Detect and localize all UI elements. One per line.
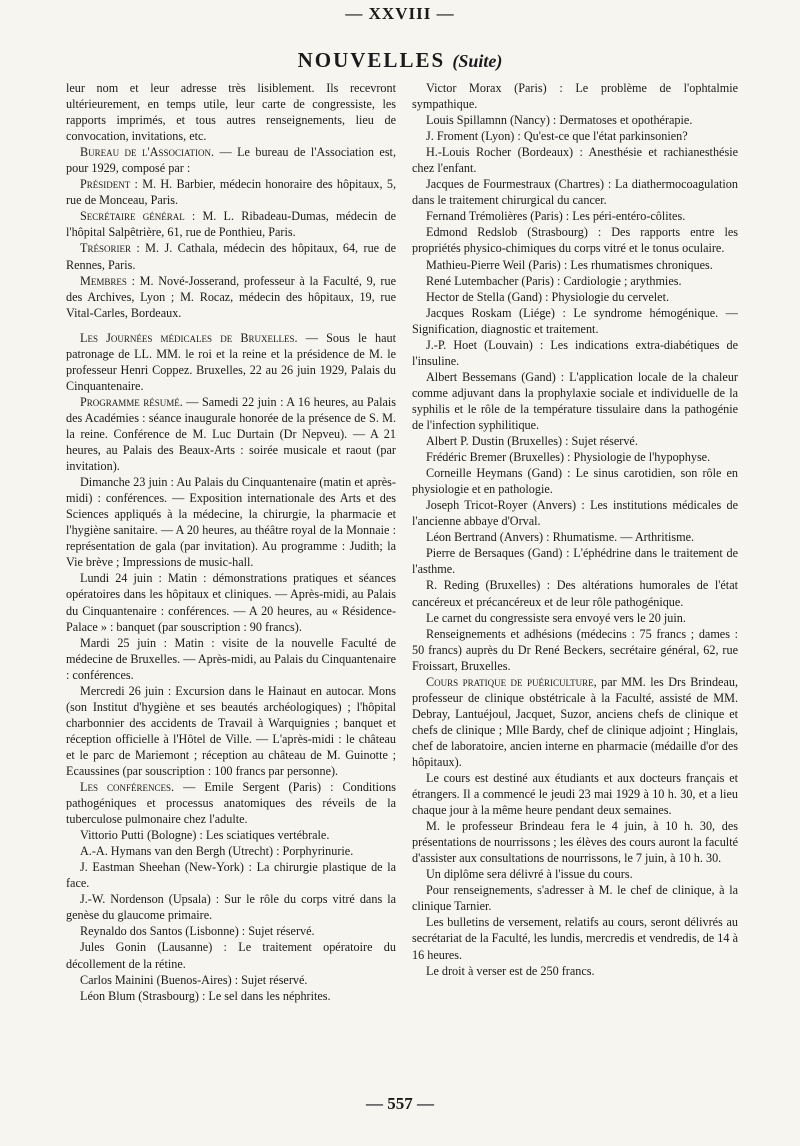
paragraph-lead: Bureau de l'Association.	[80, 145, 215, 160]
paragraph	[66, 988, 396, 1004]
paragraph-lead: Cours pratique de puériculture,	[426, 674, 597, 689]
paragraph	[66, 208, 396, 240]
paragraph-text: H.-Louis Rocher (Bordeaux) : Anesthésie et rachianesthésie chez l'enfant.	[412, 145, 738, 176]
paragraph	[66, 570, 396, 634]
paragraph-text: Hector de Stella (Gand) : Physiologie du cervelet.	[426, 289, 670, 304]
paragraph	[412, 866, 738, 882]
paragraph-text: leur nom et leur adresse très lisiblement. Ils recevront ultérieurement, en temps utile, leur carte de congressiste, les rapports imprimés, et tous autres renseignements, lieu de convocation, invitations, etc.	[66, 81, 396, 144]
paragraph-text: Vittorio Putti (Bologne) : Les sciatiques vertébrale.	[80, 828, 330, 843]
paragraph-text: — Emile Sergent (Paris) : Conditions pathogéniques et processus anatomiques des réveils de la tuberculose pulmonaire chez l'adulte.	[66, 780, 396, 827]
paragraph	[412, 112, 738, 128]
paragraph-text: par MM. les Drs Brindeau, professeur de clinique obstétricale à la Faculté, assisté de MM. Debray, Lantuéjoul, Jacquet, Suzor, anciens chefs de clinique et chefs de clinique ; Mlle Bardy, chef de clinique adjoint ; Hinglais, chef de laboratoire, ancien interne en pharmacie (médaille d'or des hôpitaux).	[412, 674, 738, 769]
paragraph	[412, 465, 738, 497]
paragraph	[412, 818, 738, 866]
paragraph-text: M. le professeur Brindeau fera le 4 juin, à 10 h. 30, des présentations de nourrissons ; les élèves des cours auront la faculté d'assister aux consultations de nourrissons, le 7 juin, à 10 h. 30.	[412, 819, 738, 866]
paragraph-text: Albert P. Dustin (Bruxelles) : Sujet réservé.	[426, 434, 638, 449]
paragraph-text: Lundi 24 juin : Matin : démonstrations pratiques et séances opératoires dans les hôpitaux et cliniques. — Après-midi, au Palais du Cinquantenaire : conférences. — A 20 heures, au « Résidence-Palace » : banquet (par souscription : 90 francs).	[66, 571, 396, 634]
paragraph	[66, 939, 396, 971]
paragraph-text: : M. H. Barbier, médecin honoraire des hôpitaux, 5, rue de Monceau, Paris.	[66, 177, 396, 208]
paragraph	[66, 240, 396, 272]
paragraph-text: A.-A. Hymans van den Bergh (Utrecht) : Porphyrinurie.	[80, 844, 354, 859]
right-column	[412, 80, 738, 979]
paragraph	[412, 433, 738, 449]
page-title	[0, 48, 800, 73]
paragraph	[412, 497, 738, 529]
paragraph-text: Corneille Heymans (Gand) : Le sinus carotidien, son rôle en physiologie et en pathologie.	[412, 466, 738, 497]
paragraph-text: J. Froment (Lyon) : Qu'est-ce que l'état parkinsonien?	[426, 129, 688, 144]
paragraph-text: : M. J. Cathala, médecin des hôpitaux, 64, rue de Rennes, Paris.	[66, 241, 396, 272]
paragraph-text: Jules Gonin (Lausanne) : Le traitement opératoire du décollement de la rétine.	[66, 940, 396, 971]
paragraph	[66, 972, 396, 988]
paragraph-text: René Lutembacher (Paris) : Cardiologie ; arythmies.	[426, 273, 682, 288]
paragraph	[412, 770, 738, 818]
paragraph	[66, 859, 396, 891]
paragraph-lead: Trésorier	[80, 241, 131, 256]
paragraph-text: Le carnet du congressiste sera envoyé vers le 20 juin.	[426, 610, 686, 625]
paragraph	[412, 128, 738, 144]
left-column	[66, 80, 396, 1004]
paragraph-text: Les bulletins de versement, relatifs au cours, seront délivrés au secrétariat de la Faculté, les lundis, mercredis et vendredis, de 14 à 16 heures.	[412, 915, 738, 962]
paragraph	[412, 963, 738, 979]
paragraph-text: Reynaldo dos Santos (Lisbonne) : Sujet réservé.	[80, 924, 315, 939]
paragraph	[66, 683, 396, 779]
title-suffix: (Suite)	[452, 51, 503, 71]
paragraph-text: Léon Blum (Strasbourg) : Le sel dans les néphrites.	[80, 988, 331, 1003]
paragraph	[66, 635, 396, 683]
paragraph-text: Léon Bertrand (Anvers) : Rhumatisme. — Arthritisme.	[426, 530, 695, 545]
paragraph-text: Le cours est destiné aux étudiants et aux docteurs français et étrangers. Il a commencé le jeudi 23 mai 1929 à 10 h. 30, et a lieu chaque jour à la même heure pendant deux semaines.	[412, 771, 738, 818]
paragraph-text: Frédéric Bremer (Bruxelles) : Physiologie de l'hypophyse.	[426, 450, 711, 465]
paragraph-text: Mardi 25 juin : Matin : visite de la nouvelle Faculté de médecine de Bruxelles. — Après-midi, au Palais du Cinquantenaire : conférences.	[66, 635, 396, 682]
paragraph-lead: Les conférences.	[80, 780, 175, 795]
paragraph-text: — Le bureau de l'Association est, pour 1929, composé par :	[66, 145, 396, 176]
paragraph	[412, 224, 738, 256]
paragraph	[412, 577, 738, 609]
paragraph	[412, 545, 738, 577]
paragraph	[412, 529, 738, 545]
paragraph	[66, 779, 396, 827]
paragraph	[412, 369, 738, 433]
paragraph	[66, 923, 396, 939]
paragraph-lead: Secrétaire général	[80, 209, 185, 224]
paragraph	[412, 176, 738, 208]
paragraph-text: Jacques Roskam (Liége) : Le syndrome hémogénique. — Signification, diagnostic et traitement.	[412, 305, 738, 336]
paragraph	[66, 394, 396, 474]
paragraph-text: J.-W. Nordenson (Upsala) : Sur le rôle du corps vitré dans la genèse du glaucome primaire.	[66, 892, 396, 923]
paragraph-text: Edmond Redslob (Strasbourg) : Des rapports entre les propriétés physico-chimiques du corps vitré et le tonus oculaire.	[412, 225, 738, 256]
paragraph	[412, 257, 738, 273]
section-gap	[66, 321, 396, 330]
paragraph	[412, 674, 738, 770]
paragraph-text: : M. Nové-Josserand, professeur à la Faculté, 9, rue des Archives, Lyon ; M. Rocaz, médecin des hôpitaux, 19, rue Vital-Carles, Bordeaux.	[66, 273, 396, 320]
paragraph-text: Fernand Trémolières (Paris) : Les péri-entéro-côlites.	[426, 209, 686, 224]
paragraph	[412, 80, 738, 112]
paragraph	[66, 891, 396, 923]
paragraph-text: Mercredi 26 juin : Excursion dans le Hainaut en autocar. Mons (son Institut d'hygiène et ses beautés archéologiques) ; l'hôpital charbonnier des accidents de Travail à Warquignies ; banquet et réception officielle à l'Hôtel de Ville. — L'après-midi : le château et le parc de Mariemont ; réception au château de M. Guinotte ; Ecaussines (par souscription : 100 francs par personne).	[66, 683, 396, 778]
paragraph-text: J. Eastman Sheehan (New-York) : La chirurgie plastique de la face.	[66, 860, 396, 891]
paragraph-text: : M. L. Ribadeau-Dumas, médecin de l'hôpital Salpêtrière, 61, rue de Ponthieu, Paris.	[66, 209, 396, 240]
paragraph-lead: Les Journées médicales de Bruxelles.	[80, 330, 298, 345]
paragraph	[66, 176, 396, 208]
paragraph	[66, 330, 396, 394]
paragraph	[66, 843, 396, 859]
title-text: NOUVELLES	[297, 48, 446, 72]
paragraph-text: Jacques de Fourmestraux (Chartres) : La diathermocoagulation dans le traitement chirurgical du cancer.	[412, 177, 738, 208]
paragraph-text: Pierre de Bersaques (Gand) : L'éphédrine dans le traitement de l'asthme.	[412, 546, 738, 577]
paragraph	[412, 305, 738, 337]
paragraph	[412, 626, 738, 674]
paragraph	[412, 337, 738, 369]
page-number: — 557 —	[366, 1094, 434, 1113]
paragraph	[412, 208, 738, 224]
paragraph-text: Pour renseignements, s'adresser à M. le chef de clinique, à la clinique Tarnier.	[412, 883, 738, 914]
paragraph-lead: Président	[80, 177, 131, 192]
paragraph-text: Mathieu-Pierre Weil (Paris) : Les rhumatismes chroniques.	[426, 257, 713, 272]
paragraph-text: Carlos Mainini (Buenos-Aires) : Sujet réservé.	[80, 972, 308, 987]
paragraph-text: Joseph Tricot-Royer (Anvers) : Les institutions médicales de l'ancienne abbaye d'Orval.	[412, 498, 738, 529]
page-roman-numeral: — XXVIII —	[345, 4, 455, 23]
paragraph-lead: Programme résumé.	[80, 394, 183, 409]
paragraph-text: — Samedi 22 juin : A 16 heures, au Palais des Académies : séance inaugurale honorée de la présence de S. M. la reine. Conférence de M. Luc Durtain (Dr Nepveu). — A 21 heures, au Palais des Beaux-Arts : soirée musicale et raout (par invitation).	[66, 394, 397, 474]
paragraph	[412, 914, 738, 962]
paragraph-lead: Membres	[80, 273, 127, 288]
paragraph	[66, 827, 396, 843]
paragraph	[412, 144, 738, 176]
paragraph	[66, 144, 396, 176]
paragraph-text: Un diplôme sera délivré à l'issue du cours.	[426, 867, 633, 882]
paragraph-text: Le droit à verser est de 250 francs.	[426, 963, 595, 978]
paragraph-text: — Sous le haut patronage de LL. MM. le roi et la reine et la présidence de M. le professeur Henri Coppez. Bruxelles, 22 au 26 juin 1929, Palais du Cinquantenaire.	[66, 330, 396, 393]
paragraph-text: Dimanche 23 juin : Au Palais du Cinquantenaire (matin et après-midi) : conférences. — Exposition internationale des Arts et des Sciences appliqués à la médecine, la chirurgie, la pharmacie et l'hygiène sanitaire. — A 20 heures, au théâtre royal de la Monnaie : représentation de gala (par invitation). Au programme : Judith; la Vie brève ; Impressions de music-hall.	[66, 475, 396, 570]
paragraph	[66, 474, 396, 570]
paragraph	[412, 449, 738, 465]
paragraph	[412, 882, 738, 914]
paragraph-text: R. Reding (Bruxelles) : Des altérations humorales de l'état cancéreux et précancéreux et de leur rôle pathogénique.	[412, 578, 738, 609]
paragraph	[66, 273, 396, 321]
paragraph-text: Renseignements et adhésions (médecins : 75 francs ; dames : 50 francs) auprès du Dr René Beckers, secrétaire général, 62, rue Froissart, Bruxelles.	[412, 626, 738, 673]
paragraph	[412, 610, 738, 626]
paragraph-text: Albert Bessemans (Gand) : L'application locale de la chaleur comme adjuvant dans la prophylaxie sociale et individuelle de la syphilis et le rôle de la température tissulaire dans la pathogénie de l'infection syphilitique.	[412, 369, 738, 432]
paragraph	[412, 289, 738, 305]
paragraph	[412, 273, 738, 289]
paragraph-text: Victor Morax (Paris) : Le problème de l'ophtalmie sympathique.	[412, 81, 738, 112]
paragraph-text: Louis Spillamnn (Nancy) : Dermatoses et opothérapie.	[426, 113, 693, 128]
paragraph-text: J.-P. Hoet (Louvain) : Les indications extra-diabétiques de l'insuline.	[412, 337, 738, 368]
paragraph	[66, 80, 396, 144]
